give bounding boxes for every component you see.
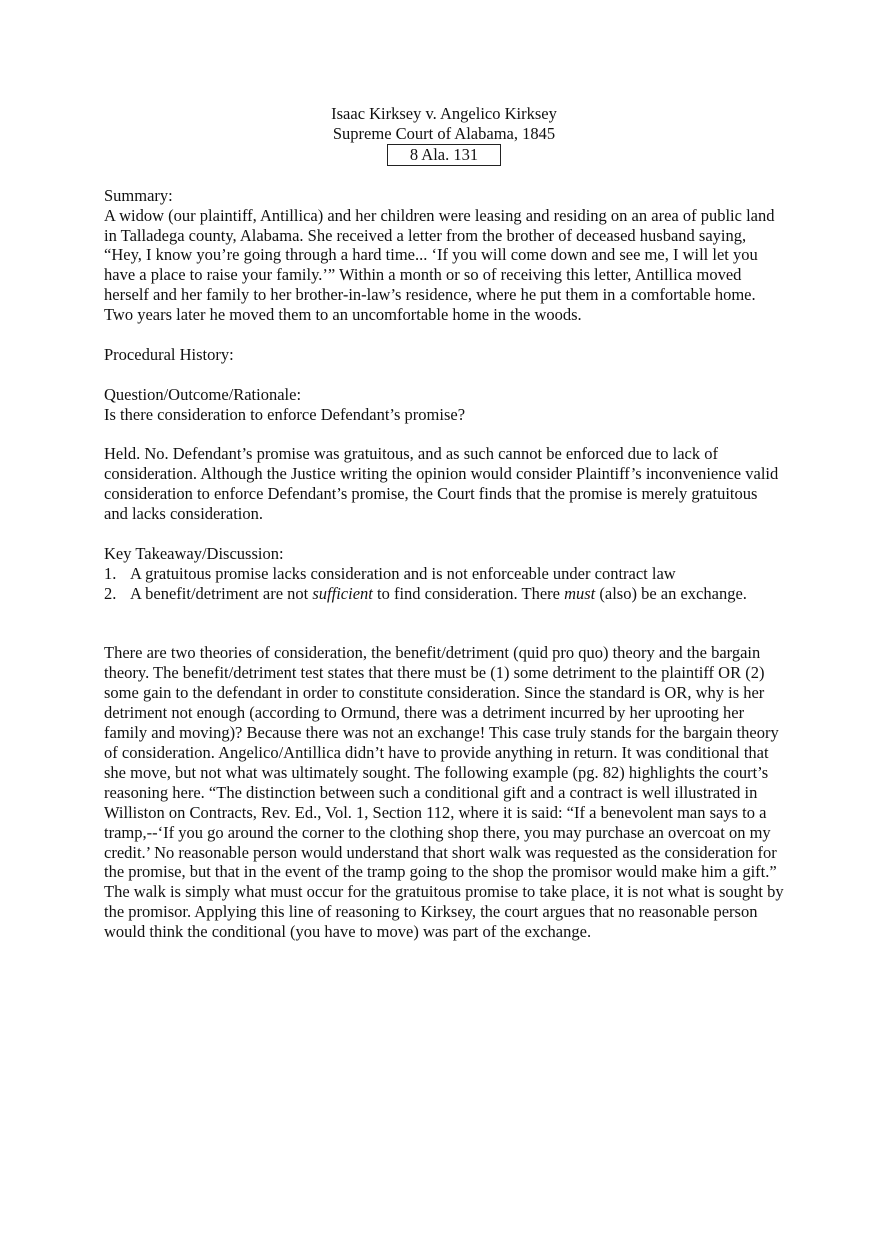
summary-heading: Summary: bbox=[104, 185, 173, 205]
list-item-text: A gratuitous promise lacks consideration and is not enforceable under contract law bbox=[130, 563, 676, 583]
discussion-section bbox=[104, 643, 784, 942]
list-item bbox=[104, 564, 784, 584]
list-number: 2. bbox=[104, 583, 117, 603]
list-item-text-mid: to find consideration. There bbox=[372, 583, 565, 603]
document-page bbox=[104, 104, 784, 942]
case-title: Isaac Kirksey v. Angelico Kirksey bbox=[331, 104, 557, 123]
discussion-text: There are two theories of consideration, the benefit/detriment (quid pro quo) theory and the bargain theory. The benefit/detriment test states that there must be (1) some detriment to the plaintiff OR (2) some gain to the defendant in order to constitute consideration. Since the standard is OR, why is her detriment not enough (according to Ormund, there was a detriment incurred by her uprooting her family and moving)? Because there was not an exchange! This case truly stands for the bargain theory of consideration. Angelico/Antillica didn’t have to provide anything in return. It was conditional that she move, but not what was ultimately sought. The following example (pg. 82) highlights the court’s reasoning here. “The distinction between such a conditional gift and a contract is well illustrated in Williston on Contracts, Rev. Ed., Vol. 1, Section 112, where it is said: “If a benevolent man says to a tramp,--‘If you go around the corner to the clothing shop there, you may purchase an overcoat on my credit.’ No reasonable person would understand that short walk was requested as the consideration for the promise, but that in the event of the tramp going to the shop the promisor would make him a gift.” The walk is simply what must occur for the gratuitous promise to take place, it is not what is sought by the promisor. Applying this line of reasoning to Kirksey, the court argues that no reasonable person would think the conditional (you have to move) was part of the exchange. bbox=[104, 643, 784, 942]
list-item-text-pre: A benefit/detriment are not bbox=[130, 583, 313, 603]
question-section bbox=[104, 385, 784, 425]
takeaways-list bbox=[104, 564, 784, 604]
emphasis-must: must bbox=[564, 583, 596, 603]
court-name: Supreme Court of Alabama, 1845 bbox=[332, 123, 556, 143]
procedural-history-section bbox=[104, 345, 784, 365]
citation-box: 8 Ala. 131 bbox=[387, 144, 501, 166]
list-number: 1. bbox=[104, 563, 117, 583]
holding-section bbox=[104, 444, 784, 524]
procedural-history-heading: Procedural History: bbox=[104, 344, 234, 364]
list-item bbox=[104, 584, 784, 604]
question-heading: Question/Outcome/Rationale: bbox=[104, 384, 302, 404]
summary-section bbox=[104, 186, 784, 325]
holding-text: Held. No. Defendant’s promise was gratuitous, and as such cannot be enforced due to lack of consideration. Although the Justice writing the opinion would consider Plaintiff’s inconvenience valid consideration to enforce Defendant’s promise, the Court finds that the promise is merely gratuitous and lacks consideration. bbox=[104, 444, 779, 524]
list-item-text-post: (also) be an exchange. bbox=[595, 583, 747, 603]
takeaways-heading: Key Takeaway/Discussion: bbox=[104, 543, 284, 563]
takeaways-section bbox=[104, 544, 784, 604]
case-header bbox=[104, 104, 784, 166]
emphasis-sufficient: sufficient bbox=[312, 583, 373, 603]
question-text: Is there consideration to enforce Defendant’s promise? bbox=[104, 404, 466, 424]
summary-text: A widow (our plaintiff, Antillica) and her children were leasing and residing on an area of public land in Talladega county, Alabama. She received a letter from the brother of deceased husband saying, “Hey, I know you’re going through a hard time... ‘If you will come down and see me, I will let you have a place to raise your family.’” Within a month or so of receiving this letter, Antillica moved herself and her family to her brother-in-law’s residence, where he put them in a comfortable home. Two years later he moved them to an uncomfortable home in the woods. bbox=[104, 205, 775, 325]
